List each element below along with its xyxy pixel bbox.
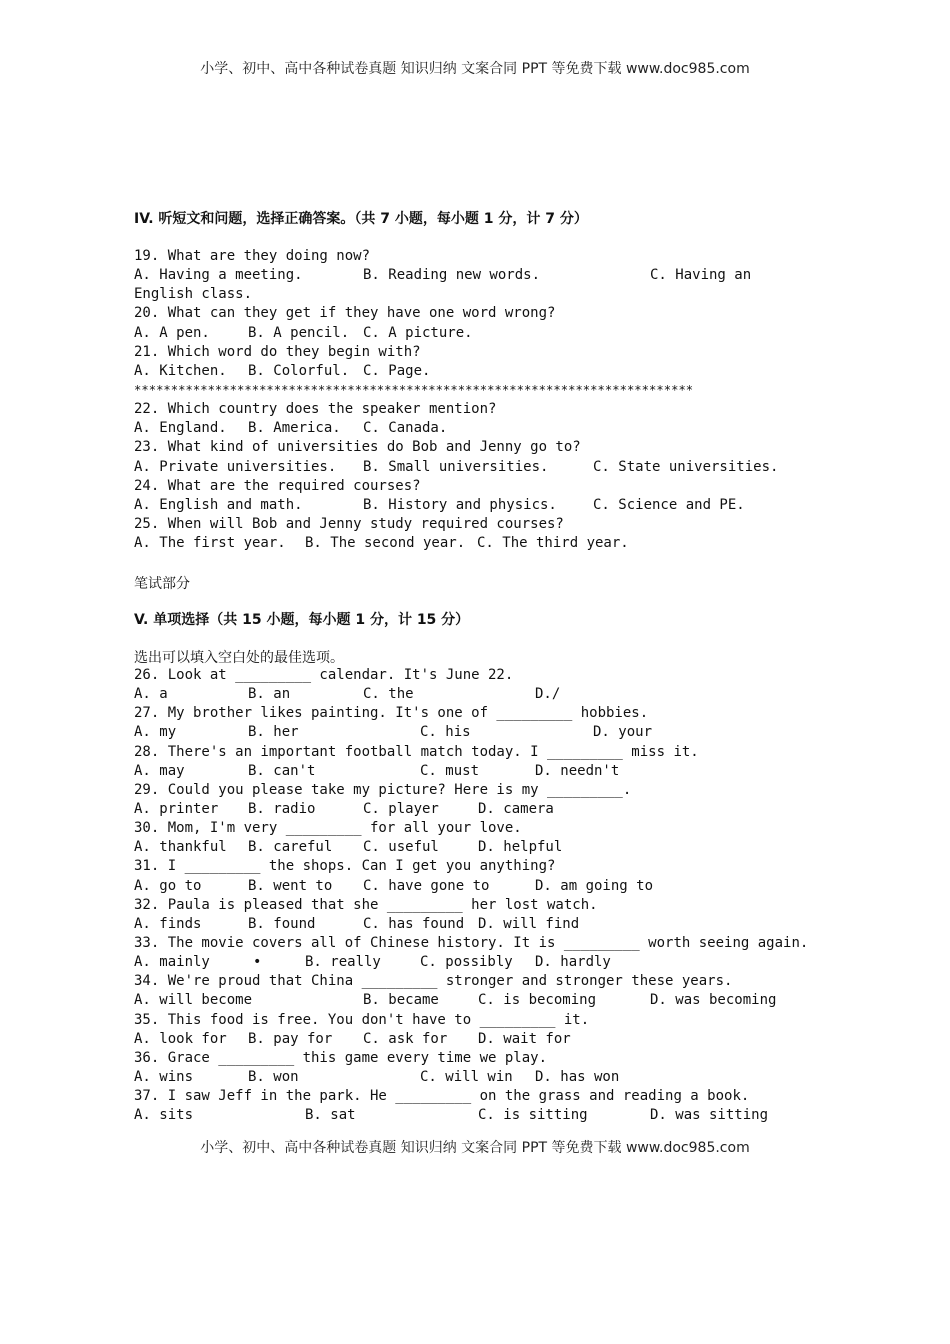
option-a: A. Private universities. (134, 458, 337, 475)
option-b: B. The second year. (305, 535, 466, 552)
question-text: 30. Mom, I'm very _________ for all your love. (134, 820, 522, 837)
option-c: C. Having an (650, 267, 752, 284)
question-27 (134, 704, 834, 723)
question-36 (134, 1049, 834, 1068)
option-a: A. will become (134, 992, 253, 1009)
options-23 (134, 458, 834, 477)
option-a: A. go to (134, 877, 202, 894)
option-d: D. your (593, 724, 653, 741)
question-text: 25. When will Bob and Jenny study required courses? (134, 515, 564, 532)
asterisk-separator: **************************************************************************** (134, 382, 694, 397)
question-text: 35. This food is free. You don't have to _________ it. (134, 1011, 590, 1028)
option-c-continued: English class. (134, 286, 253, 303)
question-text: 23. What kind of universities do Bob and Jenny go to? (134, 439, 581, 456)
section-5-title: V. 单项选择（共 15 小题，每小题 1 分，计 15 分） (134, 612, 470, 628)
option-a: A. Having a meeting. (134, 267, 303, 284)
option-c: C. have gone to (363, 877, 490, 894)
question-34 (134, 972, 834, 991)
option-c: C. State universities. (593, 458, 779, 475)
option-b: B. can't (248, 762, 316, 779)
page-header: 小学、初中、高中各种试卷真题 知识归纳 文案合同 PPT 等免费下载 www.doc985.com (200, 61, 750, 77)
option-c: C. useful (363, 839, 439, 856)
option-b: B. became (363, 992, 439, 1009)
options-24 (134, 496, 834, 515)
option-b: B. really (305, 954, 381, 971)
option-c: C. is sitting (478, 1107, 588, 1124)
section-5-instruction: 选出可以填入空白处的最佳选项。 (134, 650, 344, 666)
option-c: C. must (420, 762, 480, 779)
option-b: B. Colorful. (248, 362, 350, 379)
option-b: B. won (248, 1068, 299, 1085)
question-30 (134, 819, 834, 838)
option-b: B. A pencil. (248, 324, 350, 341)
option-d: D. has won (535, 1068, 620, 1085)
option-d: D. am going to (535, 877, 654, 894)
option-d: D. hardly (535, 954, 611, 971)
question-24 (134, 477, 834, 496)
option-b: B. America. (248, 420, 341, 437)
options-22 (134, 419, 834, 438)
question-text: 32. Paula is pleased that she _________ her lost watch. (134, 896, 598, 913)
option-c: C. is becoming (478, 992, 597, 1009)
option-b: B. sat (305, 1107, 356, 1124)
option-a: A. my (134, 724, 177, 741)
option-c: C. Canada. (363, 420, 448, 437)
options-35 (134, 1030, 834, 1049)
page-footer: 小学、初中、高中各种试卷真题 知识归纳 文案合同 PPT 等免费下载 www.doc985.com (200, 1140, 750, 1156)
options-36 (134, 1068, 834, 1087)
option-b: B. went to (248, 877, 333, 894)
options-27 (134, 723, 834, 742)
question-23 (134, 438, 834, 457)
options-25 (134, 534, 834, 553)
question-text: 34. We're proud that China _________ stronger and stronger these years. (134, 973, 733, 990)
option-c: C. the (363, 686, 414, 703)
option-b: B. found (248, 915, 316, 932)
option-a: A. thankful (134, 839, 227, 856)
option-a: A. may (134, 762, 185, 779)
section-5-questions (134, 666, 834, 1125)
options-30 (134, 838, 834, 857)
option-d: D. needn't (535, 762, 620, 779)
question-26 (134, 666, 834, 685)
question-text: 37. I saw Jeff in the park. He _________ on the grass and reading a book. (134, 1088, 750, 1105)
question-29 (134, 781, 834, 800)
section-4-questions (134, 247, 834, 553)
option-a: A. mainly (134, 954, 210, 971)
option-b: B. an (248, 686, 291, 703)
options-20 (134, 324, 834, 343)
option-d: D./ (535, 686, 561, 703)
option-c: C. Science and PE. (593, 496, 745, 513)
option-a: A. Kitchen. (134, 362, 227, 379)
options-21 (134, 362, 834, 381)
options-29 (134, 800, 834, 819)
option-b: B. her (248, 724, 299, 741)
option-c: C. has found (363, 915, 465, 932)
option-d: D. camera (478, 800, 554, 817)
question-text: 26. Look at _________ calendar. It's June 22. (134, 667, 514, 683)
question-text: 24. What are the required courses? (134, 477, 421, 494)
option-b: B. radio (248, 800, 316, 817)
written-part-label: 笔试部分 (134, 576, 190, 592)
question-text: 21. Which word do they begin with? (134, 343, 421, 360)
question-31 (134, 857, 834, 876)
separator-line (134, 381, 834, 400)
option-a: A. The first year. (134, 535, 286, 552)
option-b: B. Small universities. (363, 458, 549, 475)
options-32 (134, 915, 834, 934)
question-35 (134, 1011, 834, 1030)
option-a: A. wins (134, 1068, 194, 1085)
question-25 (134, 515, 834, 534)
options-19-continued (134, 285, 834, 304)
options-26 (134, 685, 834, 704)
option-c: C. possibly (420, 954, 513, 971)
option-b: B. History and physics. (363, 496, 557, 513)
option-c: C. ask for (363, 1030, 448, 1047)
option-a: A. sits (134, 1107, 194, 1124)
question-text: 27. My brother likes painting. It's one of _________ hobbies. (134, 705, 649, 722)
question-text: 19. What are they doing now? (134, 248, 371, 264)
options-31 (134, 877, 834, 896)
question-text: 31. I _________ the shops. Can I get you anything? (134, 858, 556, 875)
option-c: C. Page. (363, 362, 431, 379)
option-a: A. printer (134, 800, 219, 817)
option-b: B. pay for (248, 1030, 333, 1047)
options-37 (134, 1106, 834, 1125)
option-c: C. The third year. (477, 535, 629, 552)
question-text: 36. Grace _________ this game every time we play. (134, 1049, 548, 1066)
question-20 (134, 304, 834, 323)
option-c: C. will win (420, 1068, 513, 1085)
options-19 (134, 266, 834, 285)
option-c: C. player (363, 800, 439, 817)
options-33 (134, 953, 834, 972)
option-a: A. a (134, 686, 168, 703)
section-4-title: IV. 听短文和问题，选择正确答案。（共 7 小题，每小题 1 分，计 7 分） (134, 211, 588, 227)
option-d: D. will find (478, 915, 580, 932)
question-19 (134, 247, 834, 266)
question-21 (134, 343, 834, 362)
option-c: C. A picture. (363, 324, 473, 341)
option-d: D. helpful (478, 839, 563, 856)
options-34 (134, 991, 834, 1010)
bullet-mark: • (253, 954, 262, 971)
option-d: D. wait for (478, 1030, 571, 1047)
option-a: A. A pen. (134, 324, 210, 341)
question-37 (134, 1087, 834, 1106)
question-text: 20. What can they get if they have one word wrong? (134, 305, 556, 322)
option-d: D. was sitting (650, 1107, 769, 1124)
option-b: B. careful (248, 839, 333, 856)
option-a: A. finds (134, 915, 202, 932)
option-a: A. English and math. (134, 496, 303, 513)
question-text: 22. Which country does the speaker mention? (134, 401, 497, 418)
option-b: B. Reading new words. (363, 267, 541, 284)
question-text: 33. The movie covers all of Chinese history. It is _________ worth seeing again. (134, 934, 809, 951)
options-28 (134, 762, 834, 781)
question-text: 28. There's an important football match today. I _________ miss it. (134, 743, 699, 760)
option-c: C. his (420, 724, 471, 741)
option-d: D. was becoming (650, 992, 777, 1009)
option-a: A. look for (134, 1030, 227, 1047)
question-32 (134, 896, 834, 915)
question-22 (134, 400, 834, 419)
question-28 (134, 743, 834, 762)
question-text: 29. Could you please take my picture? Here is my _________. (134, 781, 632, 798)
question-33 (134, 934, 834, 953)
option-a: A. England. (134, 420, 227, 437)
